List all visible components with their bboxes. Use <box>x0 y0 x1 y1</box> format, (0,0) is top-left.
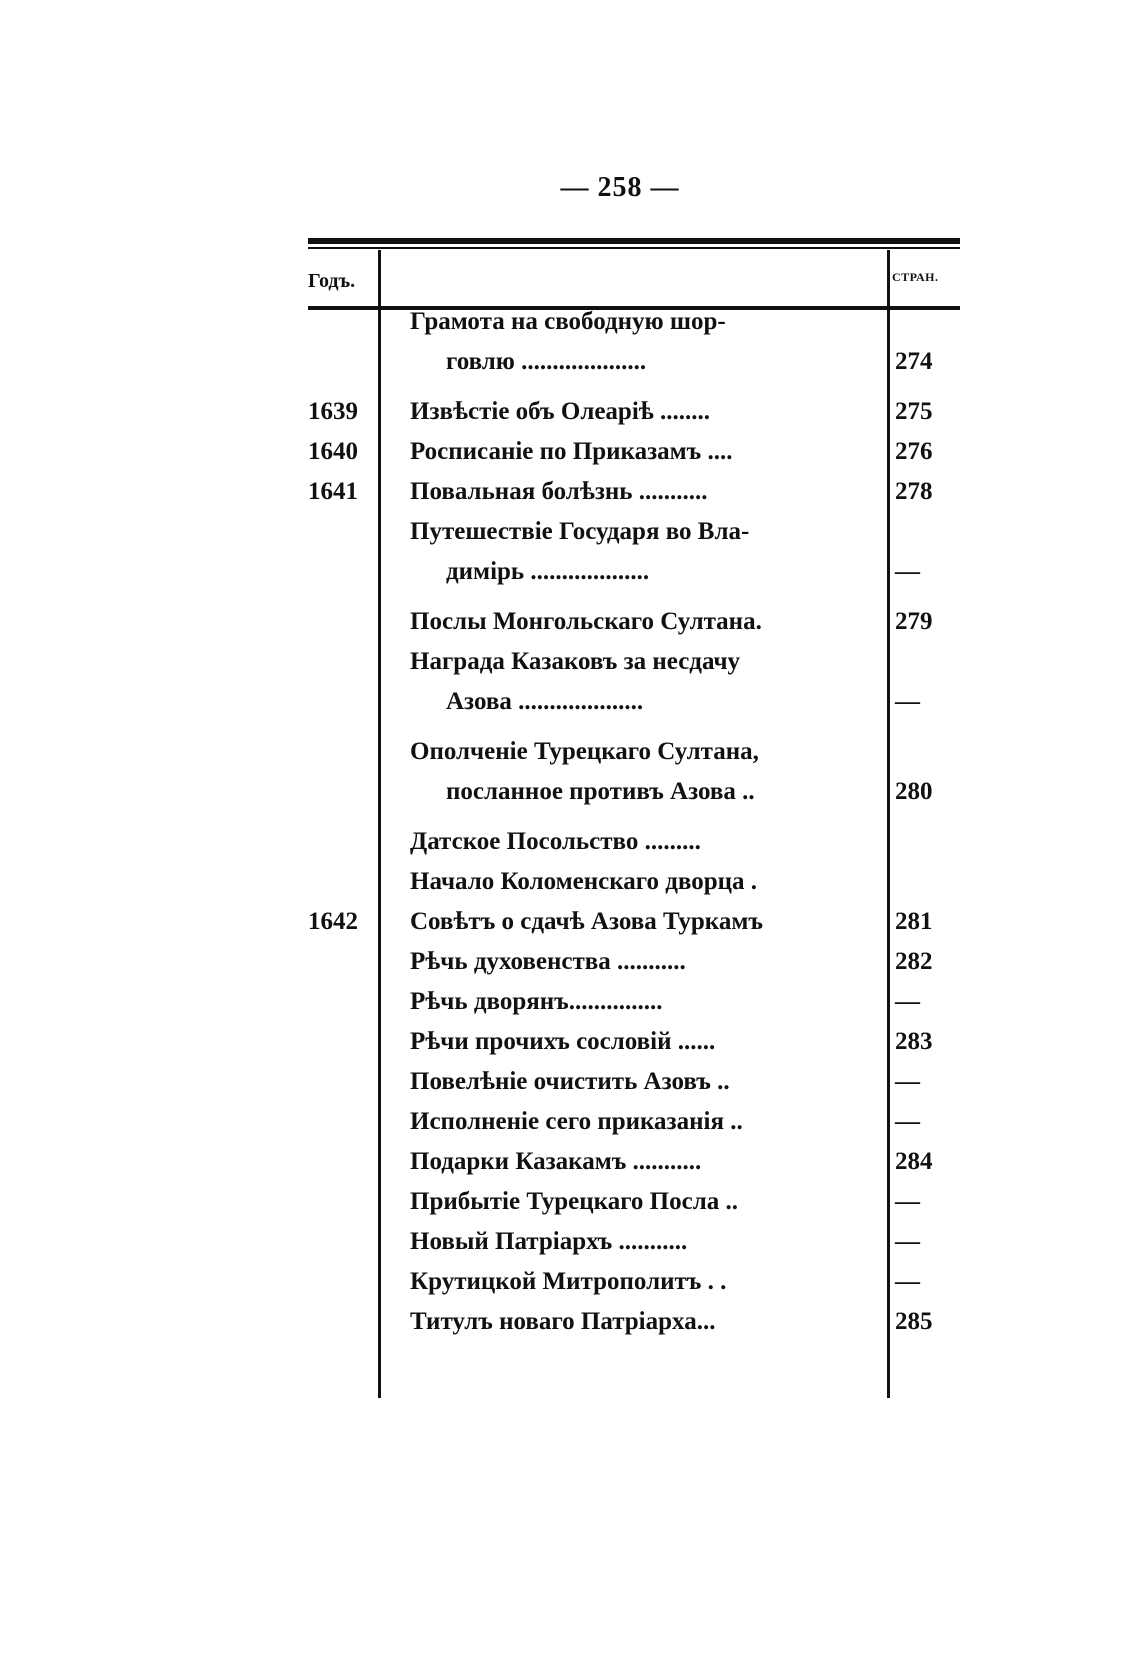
entry-year: 1640 <box>308 438 358 465</box>
entry-page: 280 <box>895 778 933 805</box>
page-column-divider <box>887 250 890 1398</box>
entry-page: 278 <box>895 478 933 505</box>
entry-page: — <box>895 1268 920 1295</box>
entry-text: посланное противъ Азова .. <box>446 778 755 805</box>
header-year: Годъ. <box>308 270 356 292</box>
entry-text: Повальная болѣзнь ........... <box>410 478 708 505</box>
entry-text: димірь ................... <box>446 558 650 585</box>
entry-text: Титулъ новаго Патріарха... <box>410 1308 716 1335</box>
entry-page: — <box>895 1228 920 1255</box>
entry-text: Грамота на свободную шор- <box>410 308 726 335</box>
entry-text: Путешествіе Государя во Вла- <box>410 518 750 545</box>
entry-page: 281 <box>895 908 933 935</box>
entry-page: 283 <box>895 1028 933 1055</box>
page-number: — 258 — <box>560 172 680 203</box>
entry-text: Крутицкой Митрополитъ . . <box>410 1268 727 1295</box>
entry-page: — <box>895 1188 920 1215</box>
entry-text: Прибытіе Турецкаго Посла .. <box>410 1188 739 1215</box>
entry-text: Росписаніе по Приказамъ .... <box>410 438 733 465</box>
entry-year: 1641 <box>308 478 358 505</box>
entry-page: — <box>895 988 920 1015</box>
entry-text: Извѣстіе объ Олеарiѣ ........ <box>410 398 711 425</box>
entry-text: Повелѣніе очистить Азовъ .. <box>410 1068 730 1095</box>
entry-text: Рѣчи прочихъ сословій ...... <box>410 1028 716 1055</box>
entry-page: 279 <box>895 608 933 635</box>
entry-text: Датское Посольство ......... <box>410 828 701 855</box>
entry-text: Исполненіе сего приказанія .. <box>410 1108 743 1135</box>
entry-page: — <box>895 688 920 715</box>
entry-text: Начало Коломенскаго дворца . <box>410 868 758 895</box>
entry-text: Рѣчь духовенства ........... <box>410 948 686 975</box>
table-top-rule <box>308 238 960 244</box>
entry-text: Рѣчь дворянъ............... <box>410 988 663 1015</box>
entry-page: — <box>895 558 920 585</box>
entry-text: говлю .................... <box>446 348 647 375</box>
entry-year: 1639 <box>308 398 358 425</box>
entry-text: Награда Казаковъ за несдачу <box>410 648 741 675</box>
entry-page: 282 <box>895 948 933 975</box>
entry-page: 275 <box>895 398 933 425</box>
entry-text: Азова .................... <box>446 688 644 715</box>
entry-page: — <box>895 1108 920 1135</box>
entry-page: 276 <box>895 438 933 465</box>
header-page: СТРАН. <box>892 270 939 284</box>
entry-page: 284 <box>895 1148 933 1175</box>
table-top-rule-thin <box>308 247 960 249</box>
entry-year: 1642 <box>308 908 358 935</box>
entry-text: Новый Патріархъ ........... <box>410 1228 688 1255</box>
entry-text: Ополченіе Турецкаго Султана, <box>410 738 759 765</box>
entry-text: Послы Монгольскаго Султана. <box>410 608 762 635</box>
entry-page: 285 <box>895 1308 933 1335</box>
entry-text: Совѣтъ о сдачѣ Азова Туркамъ <box>410 908 763 935</box>
entry-text: Подарки Казакамъ ........... <box>410 1148 702 1175</box>
year-column-divider <box>378 250 381 1398</box>
entry-page: — <box>895 1068 920 1095</box>
entry-page: 274 <box>895 348 933 375</box>
